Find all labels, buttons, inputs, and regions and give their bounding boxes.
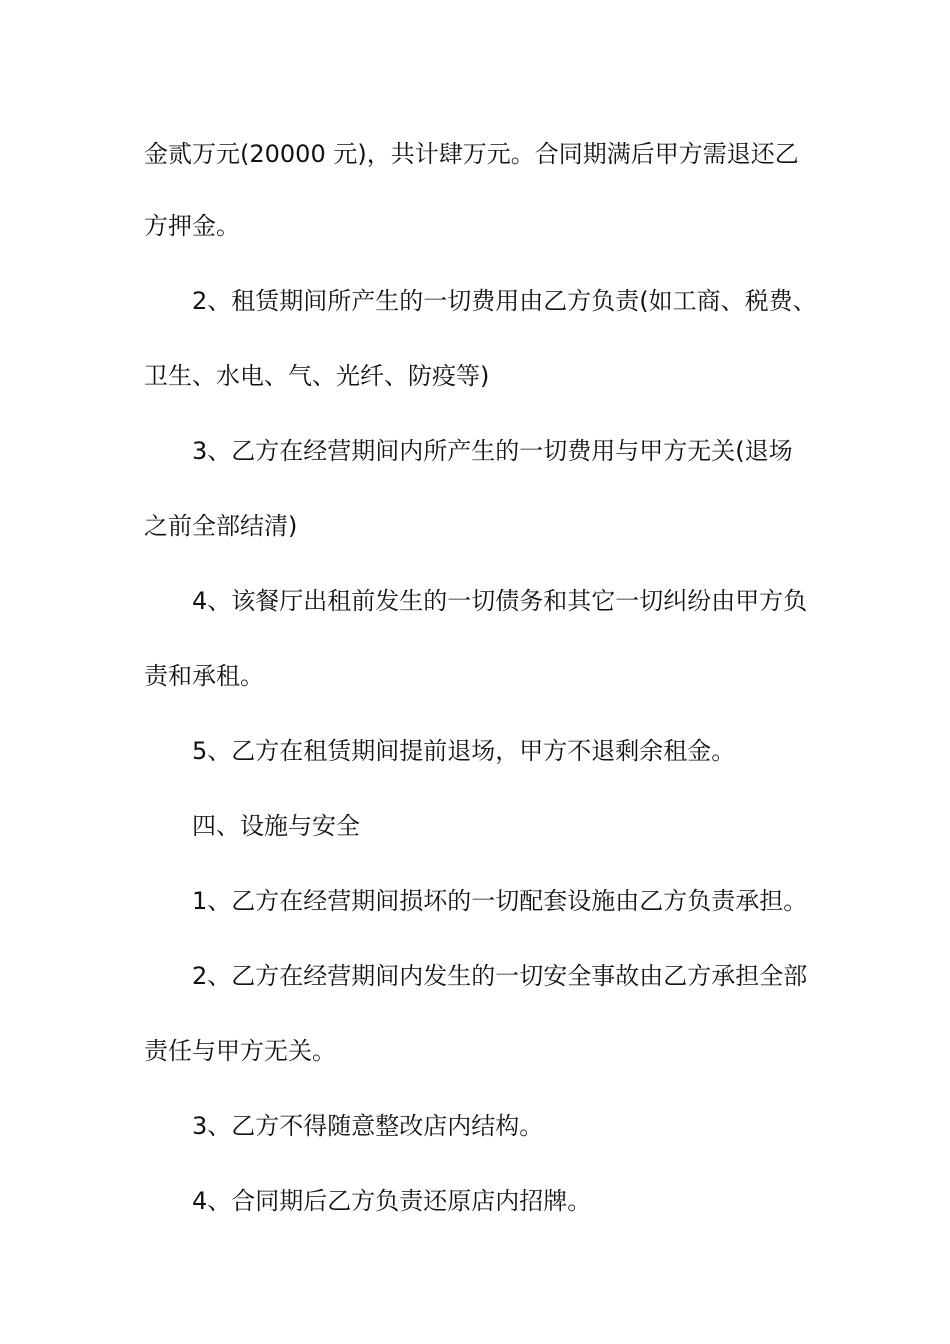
text-line-12: 2、乙方在经营期间内发生的一切安全事故由乙方承担全部 [192, 962, 808, 990]
text-line-9: 5、乙方在租赁期间提前退场，甲方不退剩余租金。 [192, 737, 736, 765]
text-line-14: 3、乙方不得随意整改店内结构。 [192, 1112, 544, 1140]
text-line-11: 1、乙方在经营期间损坏的一切配套设施由乙方负责承担。 [192, 887, 808, 915]
text-line-5: 3、乙方在经营期间内所产生的一切费用与甲方无关(退场 [192, 437, 793, 465]
text-line-8: 责和承租。 [144, 662, 264, 690]
text-line-2: 方押金。 [144, 212, 240, 240]
text-line-6: 之前全部结清) [144, 512, 298, 540]
text-line-13: 责任与甲方无关。 [144, 1037, 336, 1065]
text-line-4: 卫生、水电、气、光纤、防疫等) [144, 362, 490, 390]
text-line-3: 2、租赁期间所产生的一切费用由乙方负责(如工商、税费、 [192, 287, 817, 315]
text-line-7: 4、该餐厅出租前发生的一切债务和其它一切纠纷由甲方负 [192, 587, 808, 615]
text-line-15: 4、合同期后乙方负责还原店内招牌。 [192, 1187, 592, 1215]
text-line-1: 金贰万元(20000 元)，共计肆万元。合同期满后甲方需退还乙 [144, 140, 799, 168]
section-heading: 四、设施与安全 [192, 812, 360, 840]
